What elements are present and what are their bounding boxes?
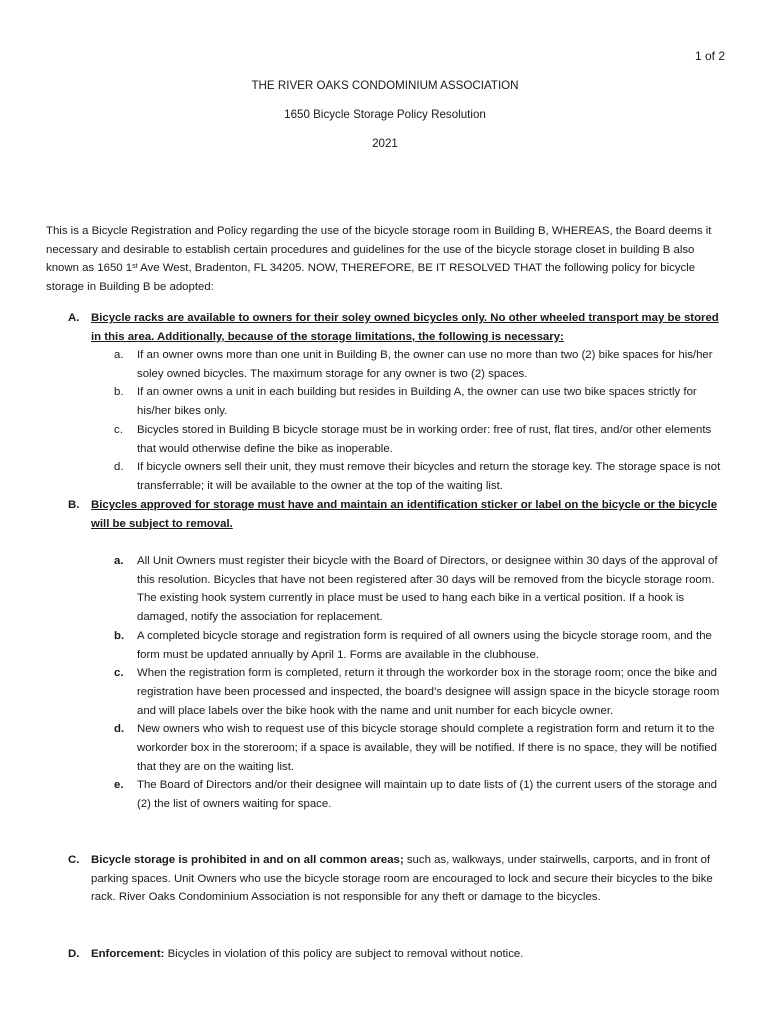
intro-paragraph <box>46 222 730 297</box>
list-item-letter: b. <box>114 386 124 399</box>
section-c <box>46 851 730 907</box>
list-item <box>66 627 730 664</box>
list-item <box>66 720 730 776</box>
list-item-text: Bicycles stored in Building B bicycle storage must be in working order: free of rust, flat tires, and/or other elements that would otherwise define the bike as inoperable. <box>137 423 712 455</box>
list-item-letter: b. <box>114 629 125 642</box>
list-item <box>66 383 730 420</box>
intro-text-part1: This is a Bicycle Registration and Policy regarding the use of the bicycle storage room in Building B, WHEREAS, the Board deems it necessary and desirable to establish certain procedures and guidelines for the use of the bicycle storage closet in building B also known as 1650 1 <box>46 225 712 275</box>
association-name: THE RIVER OAKS CONDOMINIUM ASSOCIATION <box>251 79 519 92</box>
list-item-text: The Board of Directors and/or their designee will maintain up to date lists of (1) the current users of the storage and (2) the list of owners waiting for space. <box>137 779 717 811</box>
list-item-text: If an owner owns more than one unit in Building B, the owner can use no more than two (2) bike spaces for his/her soley owned bicycles. The maximum storage for any owner is two (2) spaces. <box>137 349 713 380</box>
list-item-letter: a. <box>114 349 124 361</box>
section-d <box>46 945 730 964</box>
section-b-heading-text: Bicycles approved for storage must have and maintain an identification sticker or label on the bicycle or the bicycle will be subject to removal. <box>91 499 718 530</box>
list-item-text: New owners who wish to request use of this bicycle storage should complete a registration form and return it to the workorder box in the storeroom; if a space is available, they will be notified. If there is no space, they will be notified that they are on the waiting list. <box>137 723 717 773</box>
list-item-letter: a. <box>114 555 124 567</box>
intro-text-part2: Ave West, Bradenton, FL 34205. NOW, THEREFORE, BE IT RESOLVED THAT the following policy for bicycle storage in Building B be adopted: <box>46 262 696 294</box>
section-a-letter: A. <box>68 312 80 324</box>
section-a-list <box>66 346 730 496</box>
list-item <box>66 552 730 627</box>
section-c-body: such as, walkways, under stairwells, carports, and in front of parking spaces. Unit Owners who use the bicycle storage room are encouraged to lock and secure their bicycles to the bike rack. River Oaks Condominium Association is not responsible for any theft or damage to the bicycles. <box>91 854 713 904</box>
list-item-text: When the registration form is completed, return it through the workorder box in the storage room; once the bike and registration have been processed and inspected, the board’s designee will assign space in the bicycle storage room and will place labels over the bike hook with the name and unit number for each bicycle owner. <box>137 667 720 717</box>
list-item <box>66 776 730 813</box>
section-c-letter: C. <box>68 854 80 866</box>
section-d-body: Bicycles in violation of this policy are subject to removal without notice. <box>164 948 524 960</box>
intro-superscript: st <box>132 263 138 271</box>
list-item-letter: c. <box>114 667 124 680</box>
list-item-letter: e. <box>114 779 124 792</box>
list-item-text: If bicycle owners sell their unit, they must remove their bicycles and return the storage key. The storage space is not transferrable; it will be available to the owner at the top of the waiting list. <box>137 461 721 492</box>
section-d-letter: D. <box>68 948 80 960</box>
list-item-letter: d. <box>114 723 125 736</box>
list-item <box>66 458 730 495</box>
section-c-heading: Bicycle storage is prohibited in and on all common areas; <box>91 854 404 866</box>
list-item <box>66 664 730 720</box>
section-d-heading: Enforcement: <box>91 948 165 960</box>
section-b-list <box>66 552 730 814</box>
list-item <box>66 346 730 383</box>
page-number: 1 of 2 <box>694 49 725 63</box>
section-d-text <box>91 945 730 964</box>
section-b-heading <box>46 496 730 533</box>
list-item-text: All Unit Owners must register their bicycle with the Board of Directors, or designee within 30 days of the approval of this resolution. Bicycles that have not been registered after 30 days will be removed from the bicycle storage room. The existing hook system currently in place must be used to hang each bike in a vertical position. If a hook is damaged, notify the association for replacement. <box>137 555 718 624</box>
document-title: 1650 Bicycle Storage Policy Resolution <box>284 108 486 121</box>
list-item-text: If an owner owns a unit in each building but resides in Building A, the owner can use two bike spaces strictly for his/her bikes only. <box>137 386 697 418</box>
list-item-letter: d. <box>114 461 124 474</box>
section-b-letter: B. <box>68 499 80 511</box>
section-a-heading-text: Bicycle racks are available to owners for their soley owned bicycles only. No other wheeled transport may be stored in this area. Additionally, because of the storage limitations, the following is necessary: <box>91 312 719 343</box>
document-year: 2021 <box>372 137 398 150</box>
list-item <box>66 421 730 458</box>
section-c-text <box>91 851 730 907</box>
list-item-text: A completed bicycle storage and registration form is required of all owners using the bicycle storage room, and the form must be updated annually by April 1. Forms are available in the clubhouse. <box>137 629 712 661</box>
section-a-heading <box>46 309 730 346</box>
list-item-letter: c. <box>114 423 123 436</box>
